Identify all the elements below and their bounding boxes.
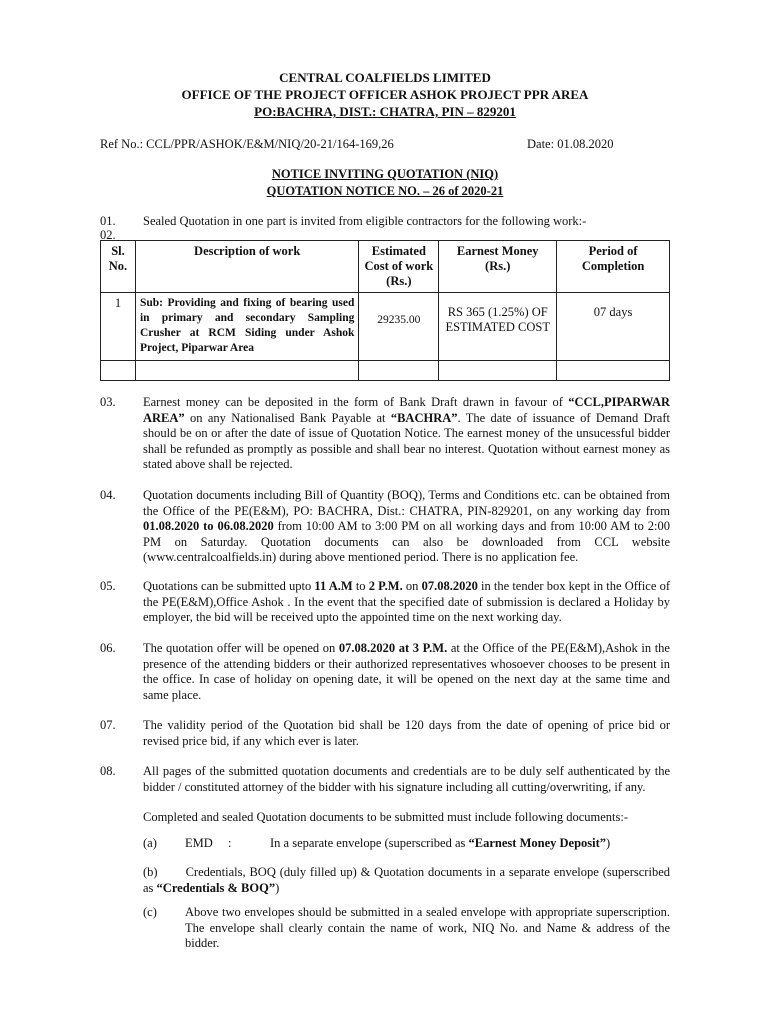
item-b-bold: “Credentials & BOQ”	[156, 880, 276, 895]
reference-number: Ref No.: CCL/PPR/ASHOK/E&M/NIQ/20-21/164-169,26	[100, 137, 394, 151]
item-c-label: (c)	[143, 905, 157, 919]
header-period: Period of Completion	[557, 241, 670, 293]
item-a-text	[270, 836, 670, 852]
office-name: OFFICE OF THE PROJECT OFFICER ASHOK PROJECT PPR AREA	[181, 87, 589, 102]
notice-subtitle: QUOTATION NOTICE NO. – 26 of 2020-21	[266, 184, 504, 198]
row-estimated-cost: 29235.00	[359, 293, 439, 361]
clause-03-part: on any Nationalised Bank Payable at	[184, 410, 391, 425]
notice-title-line	[0, 167, 770, 182]
office-address-line	[0, 104, 770, 119]
clause-04-part: Quotation documents including Bill of Quantity (BOQ), Terms and Conditions etc. can be obtained from the Office of the PE(E&M), PO: BACHRA, Dist.: CHATRA, PIN-829201, on any working day from	[143, 488, 670, 518]
clause-05-part: in the tender box kept in the Office of the PE(E&M),Office Ashok . In the event that the specified date of submission is declared a Holiday by employer, the bid will be received upto the appointed time on the next working day.	[143, 579, 670, 624]
item-a-bold: “Earnest Money Deposit”	[468, 836, 607, 850]
notice-date: Date: 01.08.2020	[527, 137, 614, 151]
item-a-part: In a separate envelope (superscribed as	[270, 836, 469, 850]
clause-04-bold: 01.08.2020 to 06.08.2020	[143, 519, 274, 533]
notice-title: NOTICE INVITING QUOTATION (NIQ)	[271, 167, 499, 181]
table-row	[101, 293, 670, 361]
clause-08-text: All pages of the submitted quotation documents and credentials are to be duly self authenticated by the bidder / constituted attorney of the bidder with his signature including all cutting/overwriting, if any.	[143, 764, 670, 794]
clause-03-bold: “CCL,PIPARWAR AREA”	[143, 395, 670, 425]
empty-cell	[557, 361, 670, 381]
empty-cell	[135, 361, 358, 381]
clause-06-part: at the Office of the PE(E&M),Ashok in the presence of the attending bidders or their authorized representatives whosoever chooses to be present in the office. In case of holiday on opening date, it will be opened on the next day at the same time and same place.	[143, 641, 670, 702]
empty-cell	[101, 361, 136, 381]
company-name: CENTRAL COALFIELDS LIMITED	[279, 70, 491, 85]
clause-03-bold: “BACHRA”	[390, 410, 458, 425]
clause-06-bold: 07.08.2020 at 3 P.M.	[338, 641, 448, 655]
row-period: 07 days	[557, 293, 670, 361]
item-a-colon: :	[228, 836, 232, 850]
clause-05-part: Quotations can be submitted upto	[143, 579, 315, 593]
clause-05-bold: 2 P.M.	[368, 579, 403, 593]
header-earnest-money: Earnest Money (Rs.)	[439, 241, 557, 293]
clause-05-part: to	[352, 579, 369, 593]
clause-05-text	[143, 579, 670, 626]
item-c-text: Above two envelopes should be submitted in a sealed envelope with appropriate superscription. The envelope shall clearly contain the name of work, NIQ No. and Name & address of the bidder.	[185, 905, 670, 950]
clause-03-part: . The date of issuance of Demand Draft should be on or after the date of issue of Quotation Notice. The earnest money of the unsucessful bidder shall be refunded as promptly as possible and shall bear no interest. Quotation without earnest money as stated above shall be rejected.	[143, 410, 670, 471]
office-address: PO:BACHRA, DIST.: CHATRA, PIN – 829201	[254, 104, 516, 119]
clause-03-number: 03.	[100, 395, 116, 409]
item-b-text	[143, 865, 670, 896]
clause-04-number: 04.	[100, 488, 116, 502]
work-table	[100, 240, 670, 381]
clause-05-bold: 07.08.2020	[421, 579, 478, 593]
clause-05-part: on	[402, 579, 422, 593]
clause-02-number: 02.	[100, 228, 116, 242]
header-description: Description of work	[135, 241, 358, 293]
item-b-label: (b)	[143, 865, 158, 879]
clause-07-number: 07.	[100, 718, 116, 732]
clause-05-number: 05.	[100, 579, 116, 593]
item-a-name: EMD	[185, 836, 213, 850]
empty-cell	[359, 361, 439, 381]
clause-06-text	[143, 641, 670, 703]
clause-08-number: 08.	[100, 764, 116, 778]
item-b-part: Credentials, BOQ (duly filled up) & Quotation documents in a separate envelope (superscribed as	[143, 865, 670, 895]
table-empty-row	[101, 361, 670, 381]
clause-01-text: Sealed Quotation in one part is invited from eligible contractors for the following work:-	[143, 214, 587, 228]
notice-subtitle-line	[0, 184, 770, 199]
clause-07-text: The validity period of the Quotation bid shall be 120 days from the date of opening of price bid or revised price bid, if any which ever is later.	[143, 718, 670, 748]
clause-03-text	[143, 395, 670, 473]
item-b-part: )	[275, 880, 280, 895]
clause-08-text-2: Completed and sealed Quotation documents to be submitted must include following documents:-	[143, 810, 628, 824]
header-sl-no: Sl. No.	[101, 241, 136, 293]
clause-05-bold: 11 A.M	[314, 579, 353, 593]
empty-cell	[439, 361, 557, 381]
row-earnest-money: RS 365 (1.25%) OF ESTIMATED COST	[439, 293, 557, 361]
clause-04-text	[143, 488, 670, 566]
clause-06-part: The quotation offer will be opened on	[143, 641, 339, 655]
clause-01-number: 01.	[100, 214, 116, 228]
table-header-row	[101, 241, 670, 293]
item-a-label: (a)	[143, 836, 157, 850]
clause-03-part: Earnest money can be deposited in the form of Bank Draft drawn in favour of	[143, 395, 569, 409]
row-sl-no: 1	[101, 293, 136, 361]
clause-04-part: from 10:00 AM to 3:00 PM on all working days and from 10:00 AM to 2:00 PM on Saturday. Quotation documents can also be downloaded from CCL website (www.centralcoalfields.in) during above mentioned period. There is no application fee.	[143, 519, 670, 564]
row-description: Sub: Providing and fixing of bearing used in primary and secondary Sampling Crusher at RCM Siding under Ashok Project, Piparwar Area	[135, 293, 358, 361]
clause-06-number: 06.	[100, 641, 116, 655]
header-estimated-cost: Estimated Cost of work (Rs.)	[359, 241, 439, 293]
item-a-part: )	[606, 836, 611, 850]
